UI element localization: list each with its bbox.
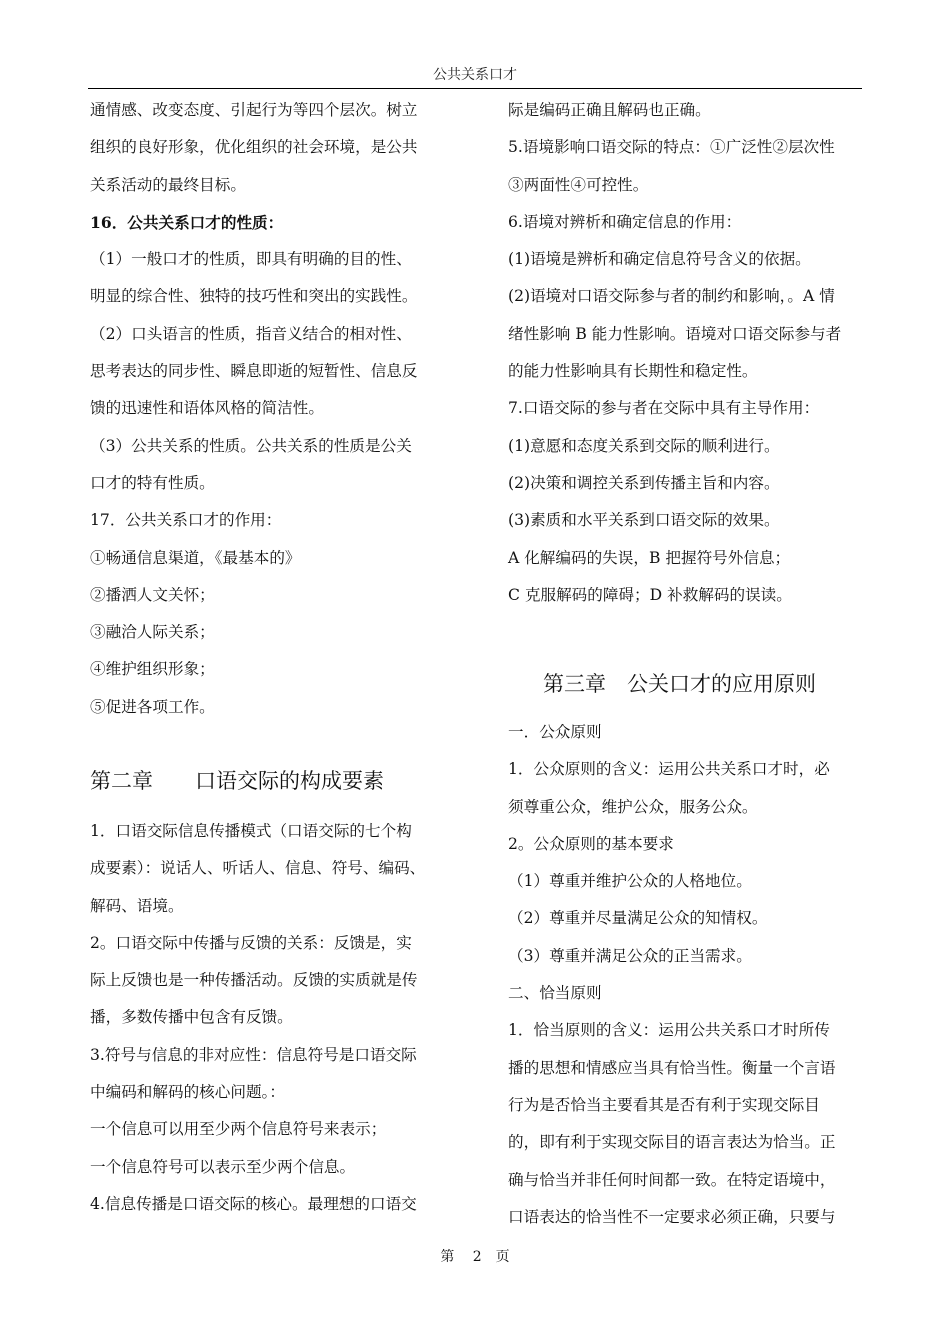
text-line: 馈的迅速性和语体风格的简洁性。 xyxy=(90,399,324,418)
text-line: 思考表达的同步性、瞬息即逝的短暂性、信息反 xyxy=(90,362,418,381)
text-line: 4.信息传播是口语交际的核心。最理想的口语交 xyxy=(90,1194,417,1213)
text-line: （3）公共关系的性质。公共关系的性质是公关 xyxy=(90,436,412,455)
text-line: 中编码和解码的核心问题。： xyxy=(90,1083,285,1102)
right-column-upper xyxy=(508,92,864,614)
text-line: (2)决策和调控关系到传播主旨和内容。 xyxy=(508,473,780,492)
text-line: 1．恰当原则的含义：运用公共关系口才时所传 xyxy=(508,1021,830,1040)
text-line: 通情感、改变态度、引起行为等四个层次。树立 xyxy=(90,101,418,119)
text-line: 2。公众原则的基本要求 xyxy=(508,834,674,853)
chapter-3-heading: 第三章 公关口才的应用原则 xyxy=(543,672,816,696)
chapter-2-heading: 第二章 口语交际的构成要素 xyxy=(90,769,384,793)
text-line: 组织的良好形象，优化组织的社会环境，是公共 xyxy=(90,138,418,157)
page-number-footer: 第 2 页 xyxy=(440,1249,510,1265)
text-line: 成要素）：说话人、听话人、信息、符号、编码、 xyxy=(90,859,426,878)
text-line: 行为是否恰当主要看其是否有利于实现交际目 xyxy=(508,1095,820,1114)
right-column-lower xyxy=(508,714,864,1236)
text-line: A 化解编码的失误，B 把握符号外信息； xyxy=(508,548,791,567)
header-rule xyxy=(88,88,862,89)
list-item: ②播洒人文关怀； xyxy=(90,585,215,604)
text-line: （1）一般口才的性质，即具有明确的目的性、 xyxy=(90,250,412,269)
text-line: 际是编码正确且解码也正确。 xyxy=(508,101,711,119)
section-heading-7: 7.口语交际的参与者在交际中具有主导作用： xyxy=(508,399,820,418)
text-line: 5.语境影响口语交际的特点：①广泛性②层次性 xyxy=(508,138,835,157)
subsection-heading: 二、恰当原则 xyxy=(508,984,602,1003)
text-line: 3.符号与信息的非对应性：信息符号是口语交际 xyxy=(90,1045,417,1064)
text-line: （2）口头语言的性质，指音义结合的相对性、 xyxy=(90,324,412,343)
text-line: 关系活动的最终目标。 xyxy=(90,175,246,194)
text-line: 明显的综合性、独特的技巧性和突出的实践性。 xyxy=(90,287,418,306)
section-heading-17: 17．公共关系口才的作用： xyxy=(90,511,282,530)
list-item: （1）尊重并维护公众的人格地位。 xyxy=(508,872,752,891)
text-line: (1)意愿和态度关系到交际的顺利进行。 xyxy=(508,436,780,455)
text-line: ③两面性④可控性。 xyxy=(508,175,649,194)
subsection-heading: 一．公众原则 xyxy=(508,723,602,741)
left-column-upper xyxy=(90,92,446,726)
text-line: 解码、语境。 xyxy=(90,896,184,915)
text-line: 须尊重公众，维护公众，服务公众。 xyxy=(508,797,758,816)
section-heading-16: 16．公共关系口才的性质： xyxy=(90,212,284,232)
text-line: 口语表达的恰当性不一定要求必须正确，只要与 xyxy=(508,1207,836,1226)
list-item: ⑤促进各项工作。 xyxy=(90,697,215,716)
text-line: C 克服解码的障碍；D 补救解码的误读。 xyxy=(508,585,792,604)
text-line: 的能力性影响具有长期性和稳定性。 xyxy=(508,362,758,381)
list-item: （3）尊重并满足公众的正当需求。 xyxy=(508,946,752,965)
text-line: 1．公众原则的含义：运用公共关系口才时，必 xyxy=(508,760,830,779)
text-line: 播的思想和情感应当具有恰当性。衡量一个言语 xyxy=(508,1058,836,1077)
text-line: 2。口语交际中传播与反馈的关系：反馈是，实 xyxy=(90,933,412,952)
list-item: ①畅通信息渠道，《最基本的》 xyxy=(90,548,301,567)
text-line: 1．口语交际信息传播模式（口语交际的七个构 xyxy=(90,822,412,840)
section-heading-6: 6.语境对辨析和确定信息的作用： xyxy=(508,212,742,231)
text-line: 的，即有利于实现交际目的语言表达为恰当。正 xyxy=(508,1133,836,1152)
text-line: 际上反馈也是一种传播活动。反馈的实质就是传 xyxy=(90,971,418,990)
list-item: （2）尊重并尽量满足公众的知情权。 xyxy=(508,909,768,928)
text-line: (2)语境对口语交际参与者的制约和影响，。A 情 xyxy=(508,287,835,306)
list-item: ③融洽人际关系； xyxy=(90,623,215,642)
text-line: (1)语境是辨析和确定信息符号含义的依据。 xyxy=(508,250,811,269)
text-line: 确与恰当并非任何时间都一致。在特定语境中， xyxy=(508,1170,836,1189)
left-column-lower xyxy=(90,813,446,1223)
text-line: 一个信息符号可以表示至少两个信息。 xyxy=(90,1157,356,1176)
list-item: ④维护组织形象； xyxy=(90,660,215,679)
text-line: 绪性影响 B 能力性影响。语境对口语交际参与者 xyxy=(508,324,842,343)
text-line: (3)素质和水平关系到口语交际的效果。 xyxy=(508,511,780,530)
text-line: 播，多数传播中包含有反馈。 xyxy=(90,1008,293,1027)
text-line: 一个信息可以用至少两个信息符号来表示； xyxy=(90,1120,387,1139)
page-header-title: 公共关系口才 xyxy=(433,67,517,83)
text-line: 口才的特有性质。 xyxy=(90,473,215,492)
